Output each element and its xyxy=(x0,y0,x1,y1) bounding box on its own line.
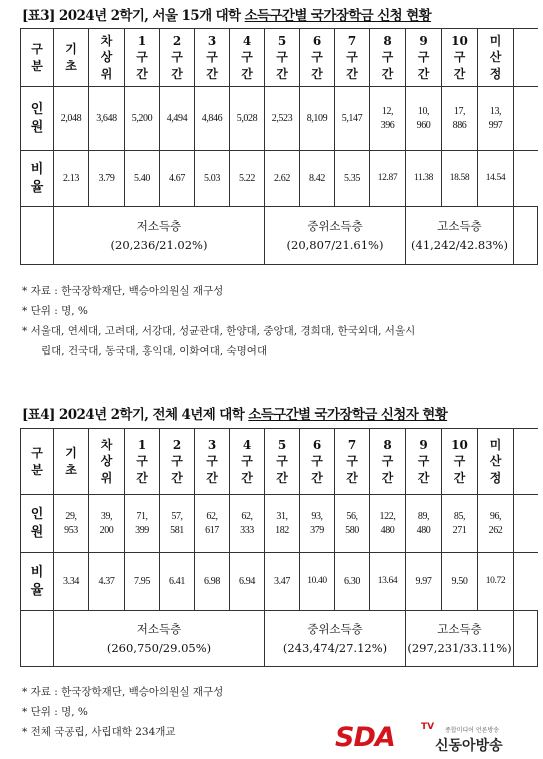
column-header: 2 구 간 xyxy=(160,29,195,87)
people-cell: 29, 953 xyxy=(54,495,89,553)
table3 xyxy=(20,28,538,265)
people-cell: 4,846 xyxy=(195,87,230,151)
people-cell: 122, 480 xyxy=(370,495,406,553)
group-label-cell xyxy=(21,207,54,265)
table4-title: [표4] 2024년 2학기, 전체 4년제 대학 소득구간별 국가장학금 신청자 현황 xyxy=(22,407,448,423)
column-header: 10 구 간 xyxy=(442,429,478,495)
ratio-row xyxy=(21,151,539,207)
note: 립대, 건국대, 동국대, 홍익대, 이화여대, 숙명여대 xyxy=(41,344,268,357)
people-cell: 93, 379 xyxy=(300,495,335,553)
note: * 자료 : 한국장학재단, 백승아의원실 재구성 xyxy=(22,686,224,698)
ratio-cell: 11.38 xyxy=(406,151,442,207)
note: * 단위 : 명, % xyxy=(22,705,88,718)
people-cell: 13, 997 xyxy=(478,87,514,151)
ratio-cell: 12.87 xyxy=(370,151,406,207)
edge-cell xyxy=(514,151,538,207)
edge-cell xyxy=(538,207,539,265)
people-cell: 10, 960 xyxy=(406,87,442,151)
ratio-cell: 3.47 xyxy=(265,553,300,611)
column-header: 5 구 간 xyxy=(265,29,300,87)
people-cell: 39, 200 xyxy=(89,495,125,553)
ratio-cell: 6.41 xyxy=(160,553,195,611)
people-row xyxy=(21,87,539,151)
row-label: 인 원 xyxy=(21,87,54,151)
ratio-cell: 3.34 xyxy=(54,553,89,611)
logo-name: 신동아방송 xyxy=(435,738,503,754)
income-group-value: (297,231/33.11%) xyxy=(407,640,512,655)
table4-notes xyxy=(22,683,223,743)
income-group-value: (243,474/27.12%) xyxy=(282,640,388,655)
people-row xyxy=(21,495,539,553)
column-header: 7 구 간 xyxy=(335,29,370,87)
income-group-name: 고소득층 xyxy=(437,622,482,637)
column-header: 구 분 xyxy=(21,29,54,87)
ratio-cell: 10.40 xyxy=(300,553,335,611)
column-header: 9 구 간 xyxy=(406,29,442,87)
income-group-cell xyxy=(406,207,514,265)
income-group-name: 중위소득층 xyxy=(307,622,363,637)
ratio-cell: 9.97 xyxy=(406,553,442,611)
ratio-cell: 14.54 xyxy=(478,151,514,207)
logo-brand: SDA xyxy=(335,722,395,753)
column-header: 4 구 간 xyxy=(230,29,265,87)
income-group-name: 저소득층 xyxy=(136,622,182,637)
ratio-cell: 8.42 xyxy=(300,151,335,207)
column-header: 기 초 xyxy=(54,29,89,87)
edge-cell xyxy=(514,29,538,87)
column-header: 4 구 간 xyxy=(230,429,265,495)
income-group-name: 저소득층 xyxy=(136,219,182,234)
people-cell: 56, 580 xyxy=(335,495,370,553)
ratio-cell: 18.58 xyxy=(442,151,478,207)
people-cell: 4,494 xyxy=(160,87,195,151)
column-header: 10 구 간 xyxy=(442,29,478,87)
column-header: 1 구 간 xyxy=(125,429,160,495)
people-cell: 17, 886 xyxy=(442,87,478,151)
income-group-cell xyxy=(265,207,406,265)
group-label-cell xyxy=(21,611,54,667)
people-cell: 31, 182 xyxy=(265,495,300,553)
income-group-cell xyxy=(265,611,406,667)
people-cell: 62, 617 xyxy=(195,495,230,553)
people-cell: 89, 480 xyxy=(406,495,442,553)
people-cell: 85, 271 xyxy=(442,495,478,553)
ratio-cell: 6.98 xyxy=(195,553,230,611)
people-cell: 5,200 xyxy=(125,87,160,151)
ratio-cell: 6.30 xyxy=(335,553,370,611)
note: * 서울대, 연세대, 고려대, 서강대, 성균관대, 한양대, 중앙대, 경희대, 한국외대, 서울시 xyxy=(22,324,416,337)
people-cell: 96, 262 xyxy=(478,495,514,553)
income-group-cell xyxy=(54,611,265,667)
people-cell: 5,028 xyxy=(230,87,265,151)
note: * 단위 : 명, % xyxy=(22,304,88,317)
ratio-cell: 10.72 xyxy=(478,553,514,611)
edge-cell xyxy=(538,611,539,667)
logo-tv: TV xyxy=(421,722,435,732)
people-cell: 57, 581 xyxy=(160,495,195,553)
column-header: 구 분 xyxy=(21,429,54,495)
people-cell: 62, 333 xyxy=(230,495,265,553)
column-header: 3 구 간 xyxy=(195,429,230,495)
logo-tagline: 종합미디어 언론방송 xyxy=(445,727,500,734)
column-header: 8 구 간 xyxy=(370,29,406,87)
ratio-cell: 2.62 xyxy=(265,151,300,207)
sda-logo xyxy=(335,722,535,754)
income-group-value: (41,242/42.83%) xyxy=(411,237,508,252)
ratio-cell: 13.64 xyxy=(370,553,406,611)
ratio-cell: 2.13 xyxy=(54,151,89,207)
edge-cell xyxy=(514,553,538,611)
empty-cell xyxy=(514,611,538,667)
column-header: 1 구 간 xyxy=(125,29,160,87)
ratio-cell: 5.03 xyxy=(195,151,230,207)
people-cell: 3,648 xyxy=(89,87,125,151)
income-group-name: 고소득층 xyxy=(437,219,482,234)
people-cell: 71, 399 xyxy=(125,495,160,553)
income-group-value: (260,750/29.05%) xyxy=(106,640,212,655)
column-header: 기 초 xyxy=(54,429,89,495)
note: * 자료 : 한국장학재단, 백승아의원실 재구성 xyxy=(22,285,224,297)
edge-cell xyxy=(514,495,538,553)
people-cell: 8,109 xyxy=(300,87,335,151)
row-label: 비 율 xyxy=(21,151,54,207)
people-cell: 2,048 xyxy=(54,87,89,151)
income-group-cell xyxy=(406,611,514,667)
column-header: 차 상 위 xyxy=(89,29,125,87)
table4 xyxy=(20,428,538,667)
ratio-cell: 5.22 xyxy=(230,151,265,207)
income-group-value: (20,236/21.02%) xyxy=(110,237,208,252)
income-group-value: (20,807/21.61%) xyxy=(286,237,384,252)
group-row xyxy=(21,611,539,667)
people-cell: 5,147 xyxy=(335,87,370,151)
ratio-cell: 9.50 xyxy=(442,553,478,611)
ratio-row xyxy=(21,553,539,611)
ratio-cell: 3.79 xyxy=(89,151,125,207)
column-header: 8 구 간 xyxy=(370,429,406,495)
ratio-cell: 4.67 xyxy=(160,151,195,207)
column-header: 5 구 간 xyxy=(265,429,300,495)
edge-cell xyxy=(514,429,538,495)
column-header: 6 구 간 xyxy=(300,29,335,87)
edge-cell xyxy=(514,87,538,151)
ratio-cell: 5.35 xyxy=(335,151,370,207)
header-row xyxy=(21,29,539,87)
column-header: 미 산 정 xyxy=(478,29,514,87)
group-row xyxy=(21,207,539,265)
column-header: 차 상 위 xyxy=(89,429,125,495)
ratio-cell: 6.94 xyxy=(230,553,265,611)
ratio-cell: 5.40 xyxy=(125,151,160,207)
income-group-cell xyxy=(54,207,265,265)
table3-notes xyxy=(22,282,415,362)
ratio-cell: 7.95 xyxy=(125,553,160,611)
column-header: 7 구 간 xyxy=(335,429,370,495)
note: * 전체 국공립, 사립대학 234개교 xyxy=(22,725,176,738)
column-header: 6 구 간 xyxy=(300,429,335,495)
people-cell: 12, 396 xyxy=(370,87,406,151)
column-header: 3 구 간 xyxy=(195,29,230,87)
row-label: 인 원 xyxy=(21,495,54,553)
empty-cell xyxy=(514,207,538,265)
table3-title: [표3] 2024년 2학기, 서울 15개 대학 소득구간별 국가장학금 신청 현황 xyxy=(22,8,432,24)
column-header: 미 산 정 xyxy=(478,429,514,495)
column-header: 9 구 간 xyxy=(406,429,442,495)
income-group-name: 중위소득층 xyxy=(307,219,363,234)
ratio-cell: 4.37 xyxy=(89,553,125,611)
people-cell: 2,523 xyxy=(265,87,300,151)
row-label: 비 율 xyxy=(21,553,54,611)
header-row xyxy=(21,429,539,495)
column-header: 2 구 간 xyxy=(160,429,195,495)
